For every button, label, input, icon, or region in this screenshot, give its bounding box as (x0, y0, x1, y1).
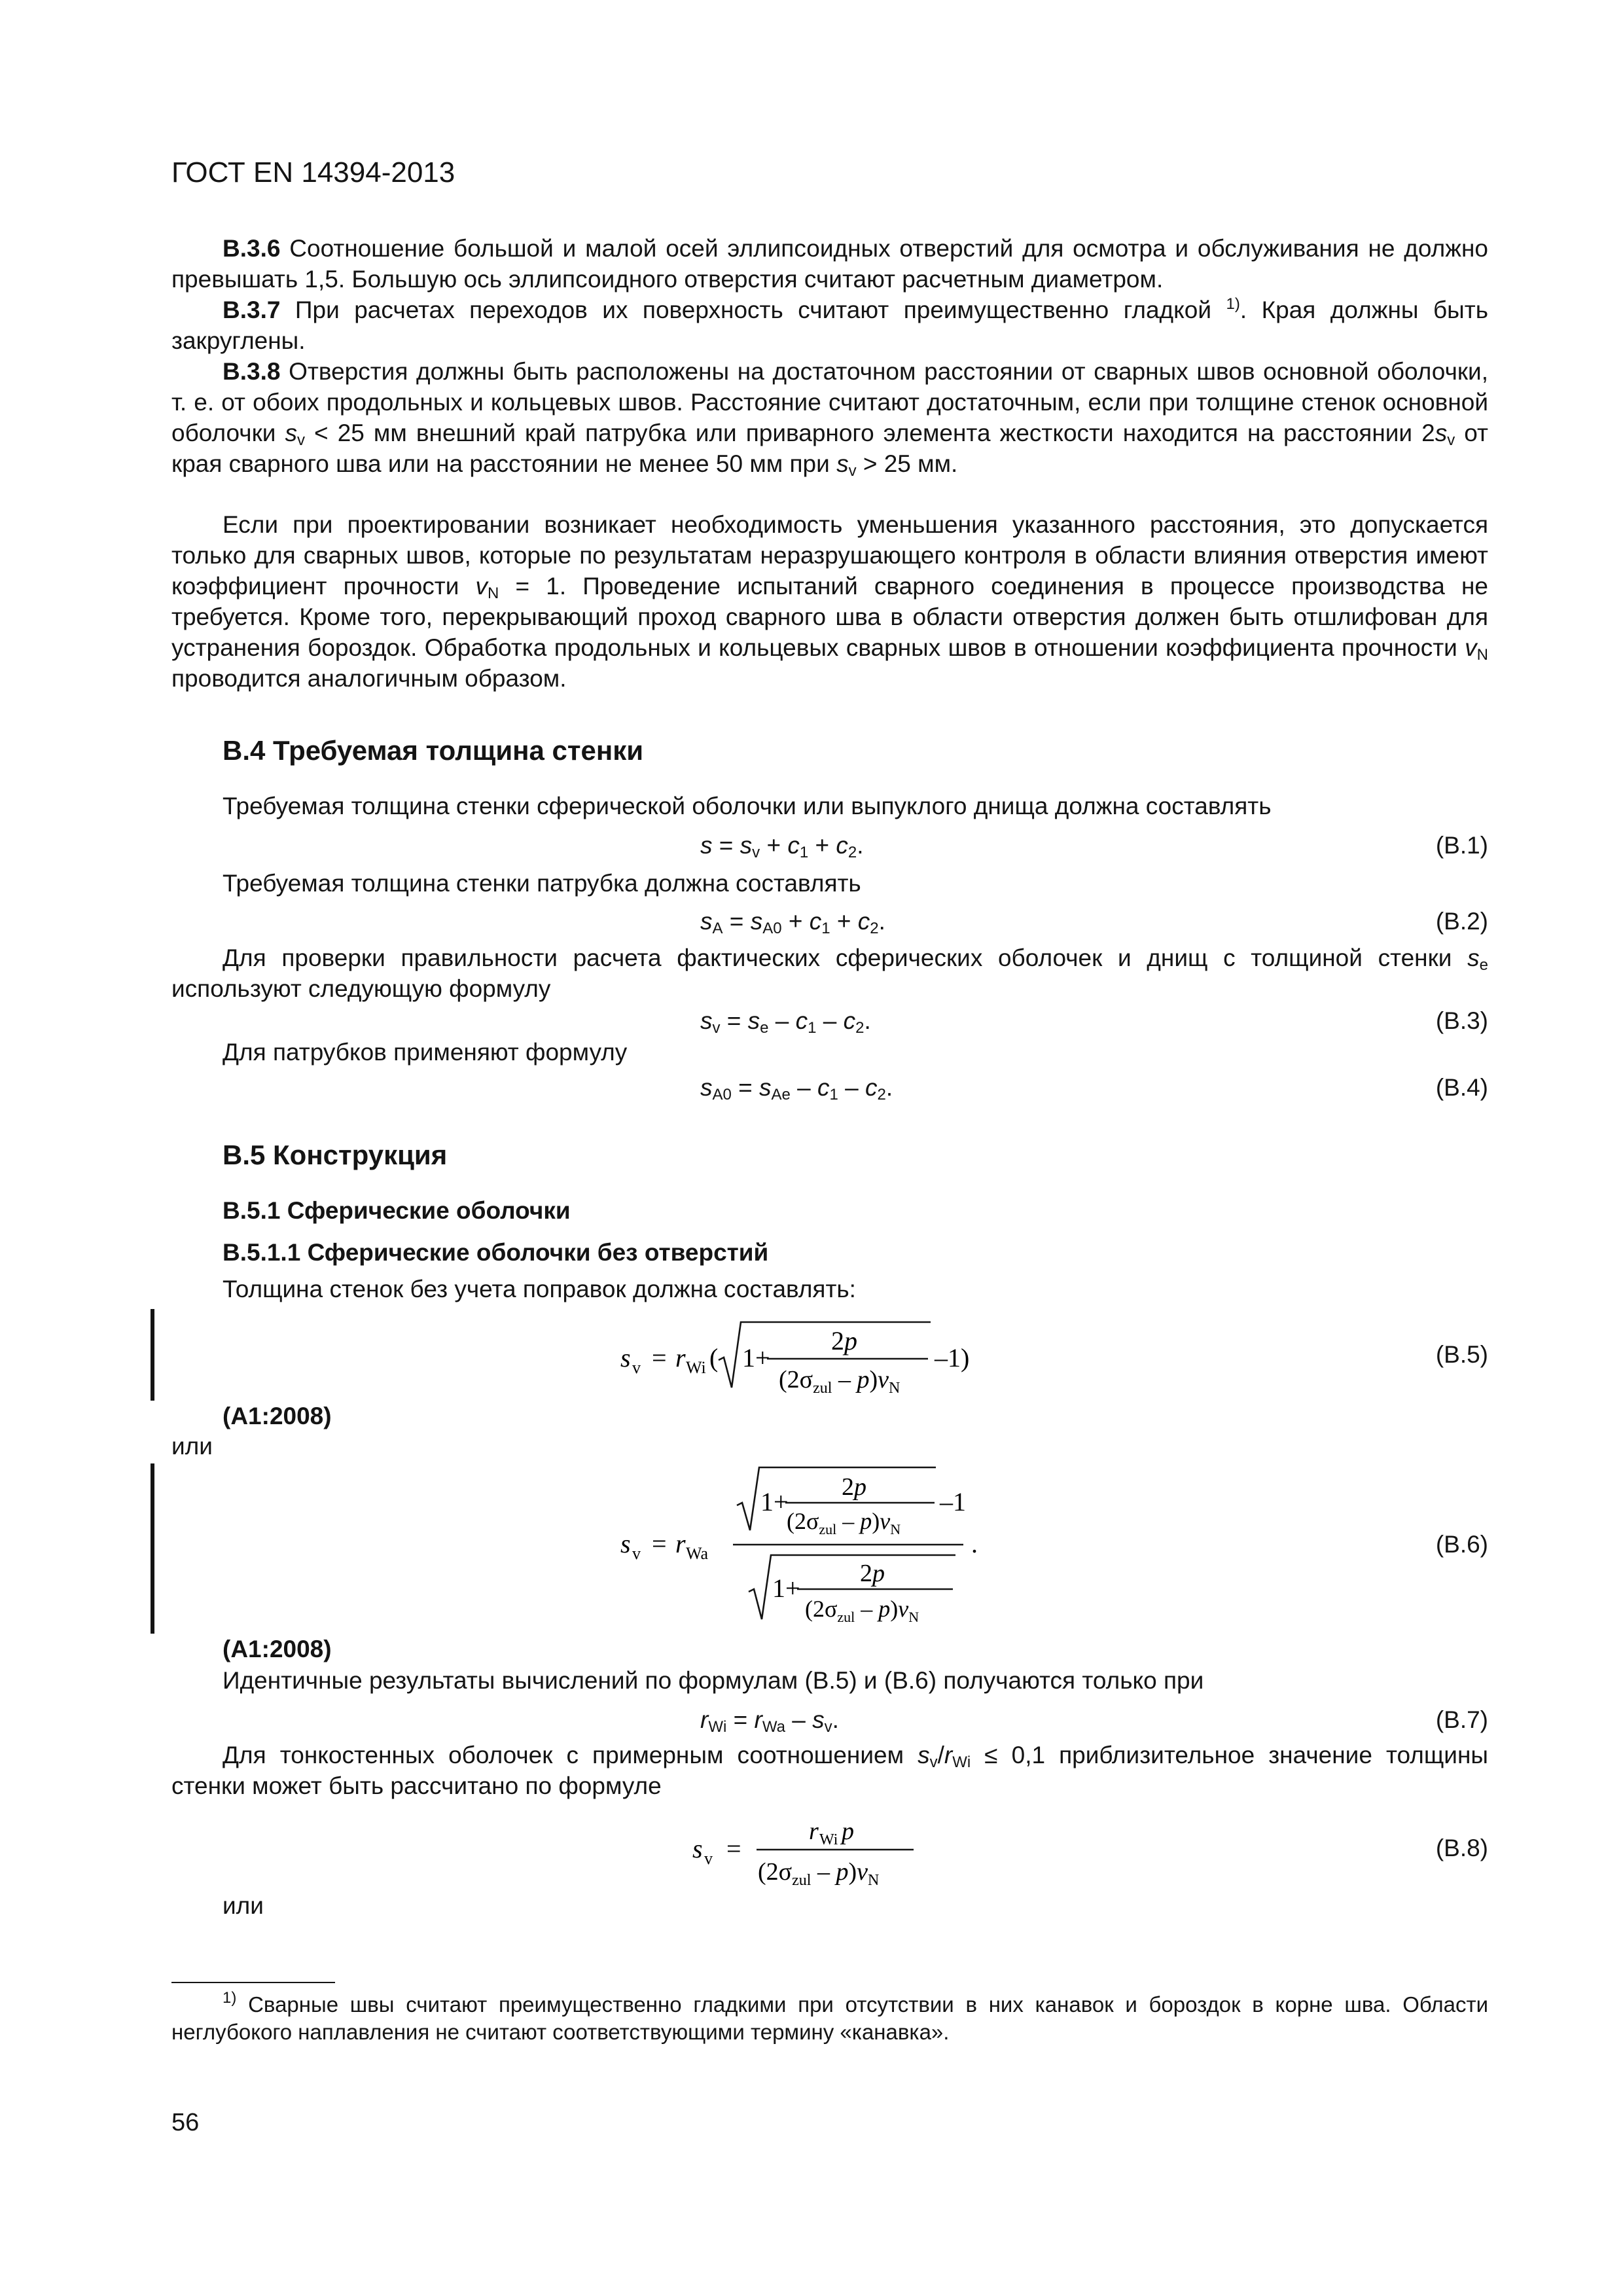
svg-text:s: s (620, 1529, 631, 1558)
svg-text:=: = (652, 1343, 667, 1372)
section-b4-title: В.4 Требуемая толщина стенки (223, 735, 644, 766)
equation-b7-number: (В.7) (1435, 1706, 1488, 1733)
paragraph-weld-distance: Если при проектировании возникает необходимость уменьшения указанного расстояния, это допускается только для сварных швов, которые по результатам неразрушающего контроля в области влияния отверстия имеют коэффициент прочности $v_N = 1$. Проведение испытаний сварного соединения в процессе производства не требуется. Кроме того, перекрывающий проход сварного шва в области отверстия должен быть отшлифован для устранения бороздок. Обработка продольных и кольцевых сварных швов в отношении коэффициента прочности $v_N$ проводится аналогичным образом. (171, 511, 1488, 692)
section-b5-title: В.5 Конструкция (223, 1139, 448, 1170)
equation-b2: $s_A = s_{A0} + c_1 + c_2$. (700, 908, 885, 937)
clauses-b36-b37 (171, 233, 1488, 356)
svg-text:p: p (842, 1818, 854, 1845)
svg-text:(2σzul – p)νN: $(2\sigma_{zul} - p)\nu_N$ (779, 1366, 901, 1397)
section-b51-title: В.5.1 Сферические оболочки (223, 1197, 571, 1224)
svg-text:s: s (620, 1343, 631, 1372)
svg-text:r: r (675, 1529, 686, 1558)
equation-b6 (615, 1463, 1021, 1634)
svg-text:v: v (632, 1358, 641, 1377)
equation-b1: $s = s_v + c_1 + c_2$. (700, 832, 864, 861)
clause-b37: В.3.7 При расчетах переходов их поверхность считают преимущественно гладкой $^{1)}$. Края должны быть закруглены. (171, 295, 1489, 354)
equation-b4: $s_{A0} = s_{Ae} - c_1 - c_2$. (700, 1074, 893, 1103)
svg-text:2p: 2p (842, 1473, 866, 1501)
equation-b8-number: (В.8) (1435, 1835, 1488, 1861)
change-bar-b6 (151, 1463, 154, 1634)
footnote: $^{1)}$ Сварные швы считают преимущественно гладкими при отсутствии в них канавок и бороздок в корне шва. Области неглубокого наплавления не считают соответствующими термину «канавка». (171, 1989, 1488, 2044)
svg-text:2p: 2p (860, 1560, 885, 1587)
svg-text:(2σzul – p)νN: $(2\sigma_{zul} - p)\nu_N$ (805, 1596, 919, 1625)
svg-text:1+: 1+ (760, 1487, 789, 1516)
clause-b36: В.3.6 Соотношение большой и малой осей эллипсоидных отверстий для осмотра и обслуживания не должно превышать 1,5. Большую ось эллипсоидного отверстия считают расчетным диаметром. (171, 235, 1488, 293)
amendment-label-b6: (A1:2008) (223, 1636, 332, 1662)
b4-intro-3: Для проверки правильности расчета фактических сферических оболочек и днищ с толщиной стенки $s_e$ используют следующую формулу (171, 944, 1488, 1002)
footnote-ref: 1) (1226, 295, 1240, 313)
svg-text:–1: –1 (940, 1487, 966, 1516)
clause-b38: В.3.8 Отверстия должны быть расположены на достаточном расстоянии от сварных швов основной оболочки, т. е. от обоих продольных и кольцевых швов. Расстояние считают достаточным, если при толщине стенок основной оболочки $s_v < 25$ мм внешний край патрубка или приварного элемента жесткости находится на расстоянии $2s_v$ от края сварного шва или на расстоянии не менее 50 мм при $s_v > 25$ мм. (171, 358, 1489, 480)
b511-intro: Толщина стенок без учета поправок должна составлять: (223, 1276, 856, 1302)
svg-text:1+: 1+ (772, 1573, 800, 1603)
change-bar-b5 (151, 1309, 154, 1401)
svg-text:Wi: Wi (819, 1831, 838, 1848)
equation-b3-number: (В.3) (1435, 1007, 1488, 1034)
document-header: ГОСТ EN 14394-2013 (171, 156, 455, 188)
footnote-separator (171, 1982, 335, 1983)
svg-text:v: v (704, 1849, 713, 1868)
equation-b3: $s_v = s_e - c_1 - c_2$. (700, 1007, 871, 1037)
equation-b5 (615, 1312, 1008, 1397)
equation-b7: $r_{Wi} = r_{Wa} - s_v$. (700, 1706, 839, 1736)
thin-wall-text: Для тонкостенных оболочек с примерным соотношением $s_v/r_{Wi} \le 0,1$ приблизительное значение толщины стенки может быть рассчитано по формуле (171, 1742, 1488, 1799)
svg-text:=: = (652, 1529, 667, 1558)
svg-text:Wa: Wa (686, 1544, 708, 1563)
svg-text:(2σzul – p)νN: $(2\sigma_{zul} - p)\nu_N$ (758, 1858, 880, 1889)
equation-b2-number: (В.2) (1435, 908, 1488, 935)
equation-b4-number: (В.4) (1435, 1074, 1488, 1101)
or-label-2: или (223, 1892, 264, 1919)
amendment-label-b5: (A1:2008) (223, 1403, 332, 1429)
equation-b6-number: (В.6) (1435, 1531, 1488, 1558)
equation-b5-number: (В.5) (1435, 1341, 1488, 1368)
svg-text:v: v (632, 1544, 641, 1563)
equation-b1-number: (В.1) (1435, 832, 1488, 859)
svg-text:(2σzul – p)νN: $(2\sigma_{zul} - p)\nu_N$ (787, 1508, 901, 1537)
svg-text:r: r (809, 1818, 819, 1845)
section-b511-title: В.5.1.1 Сферические оболочки без отверстий (223, 1239, 769, 1266)
svg-text:=: = (726, 1834, 741, 1863)
svg-text:r: r (675, 1343, 686, 1372)
svg-text:Wi: Wi (686, 1358, 706, 1377)
svg-text:1+: 1+ (742, 1343, 770, 1372)
b4-intro-2: Требуемая толщина стенки патрубка должна составлять (223, 870, 861, 897)
or-label-1: или (171, 1433, 213, 1460)
svg-text:–1): –1) (935, 1343, 970, 1372)
svg-text:s: s (692, 1834, 703, 1863)
svg-text:2p: 2p (831, 1326, 857, 1355)
b4-intro-1: Требуемая толщина стенки сферической оболочки или выпуклого днища должна составлять (223, 793, 1272, 819)
svg-text:(: ( (709, 1343, 719, 1372)
equation-b8 (687, 1806, 936, 1892)
page-number: 56 (171, 2109, 200, 2136)
footnote-mark: 1) (223, 1989, 237, 2007)
b4-intro-4: Для патрубков применяют формулу (223, 1039, 628, 1066)
svg-text:.: . (971, 1529, 978, 1558)
identical-results-text: Идентичные результаты вычислений по формулам (В.5) и (В.6) получаются только при (223, 1667, 1204, 1694)
